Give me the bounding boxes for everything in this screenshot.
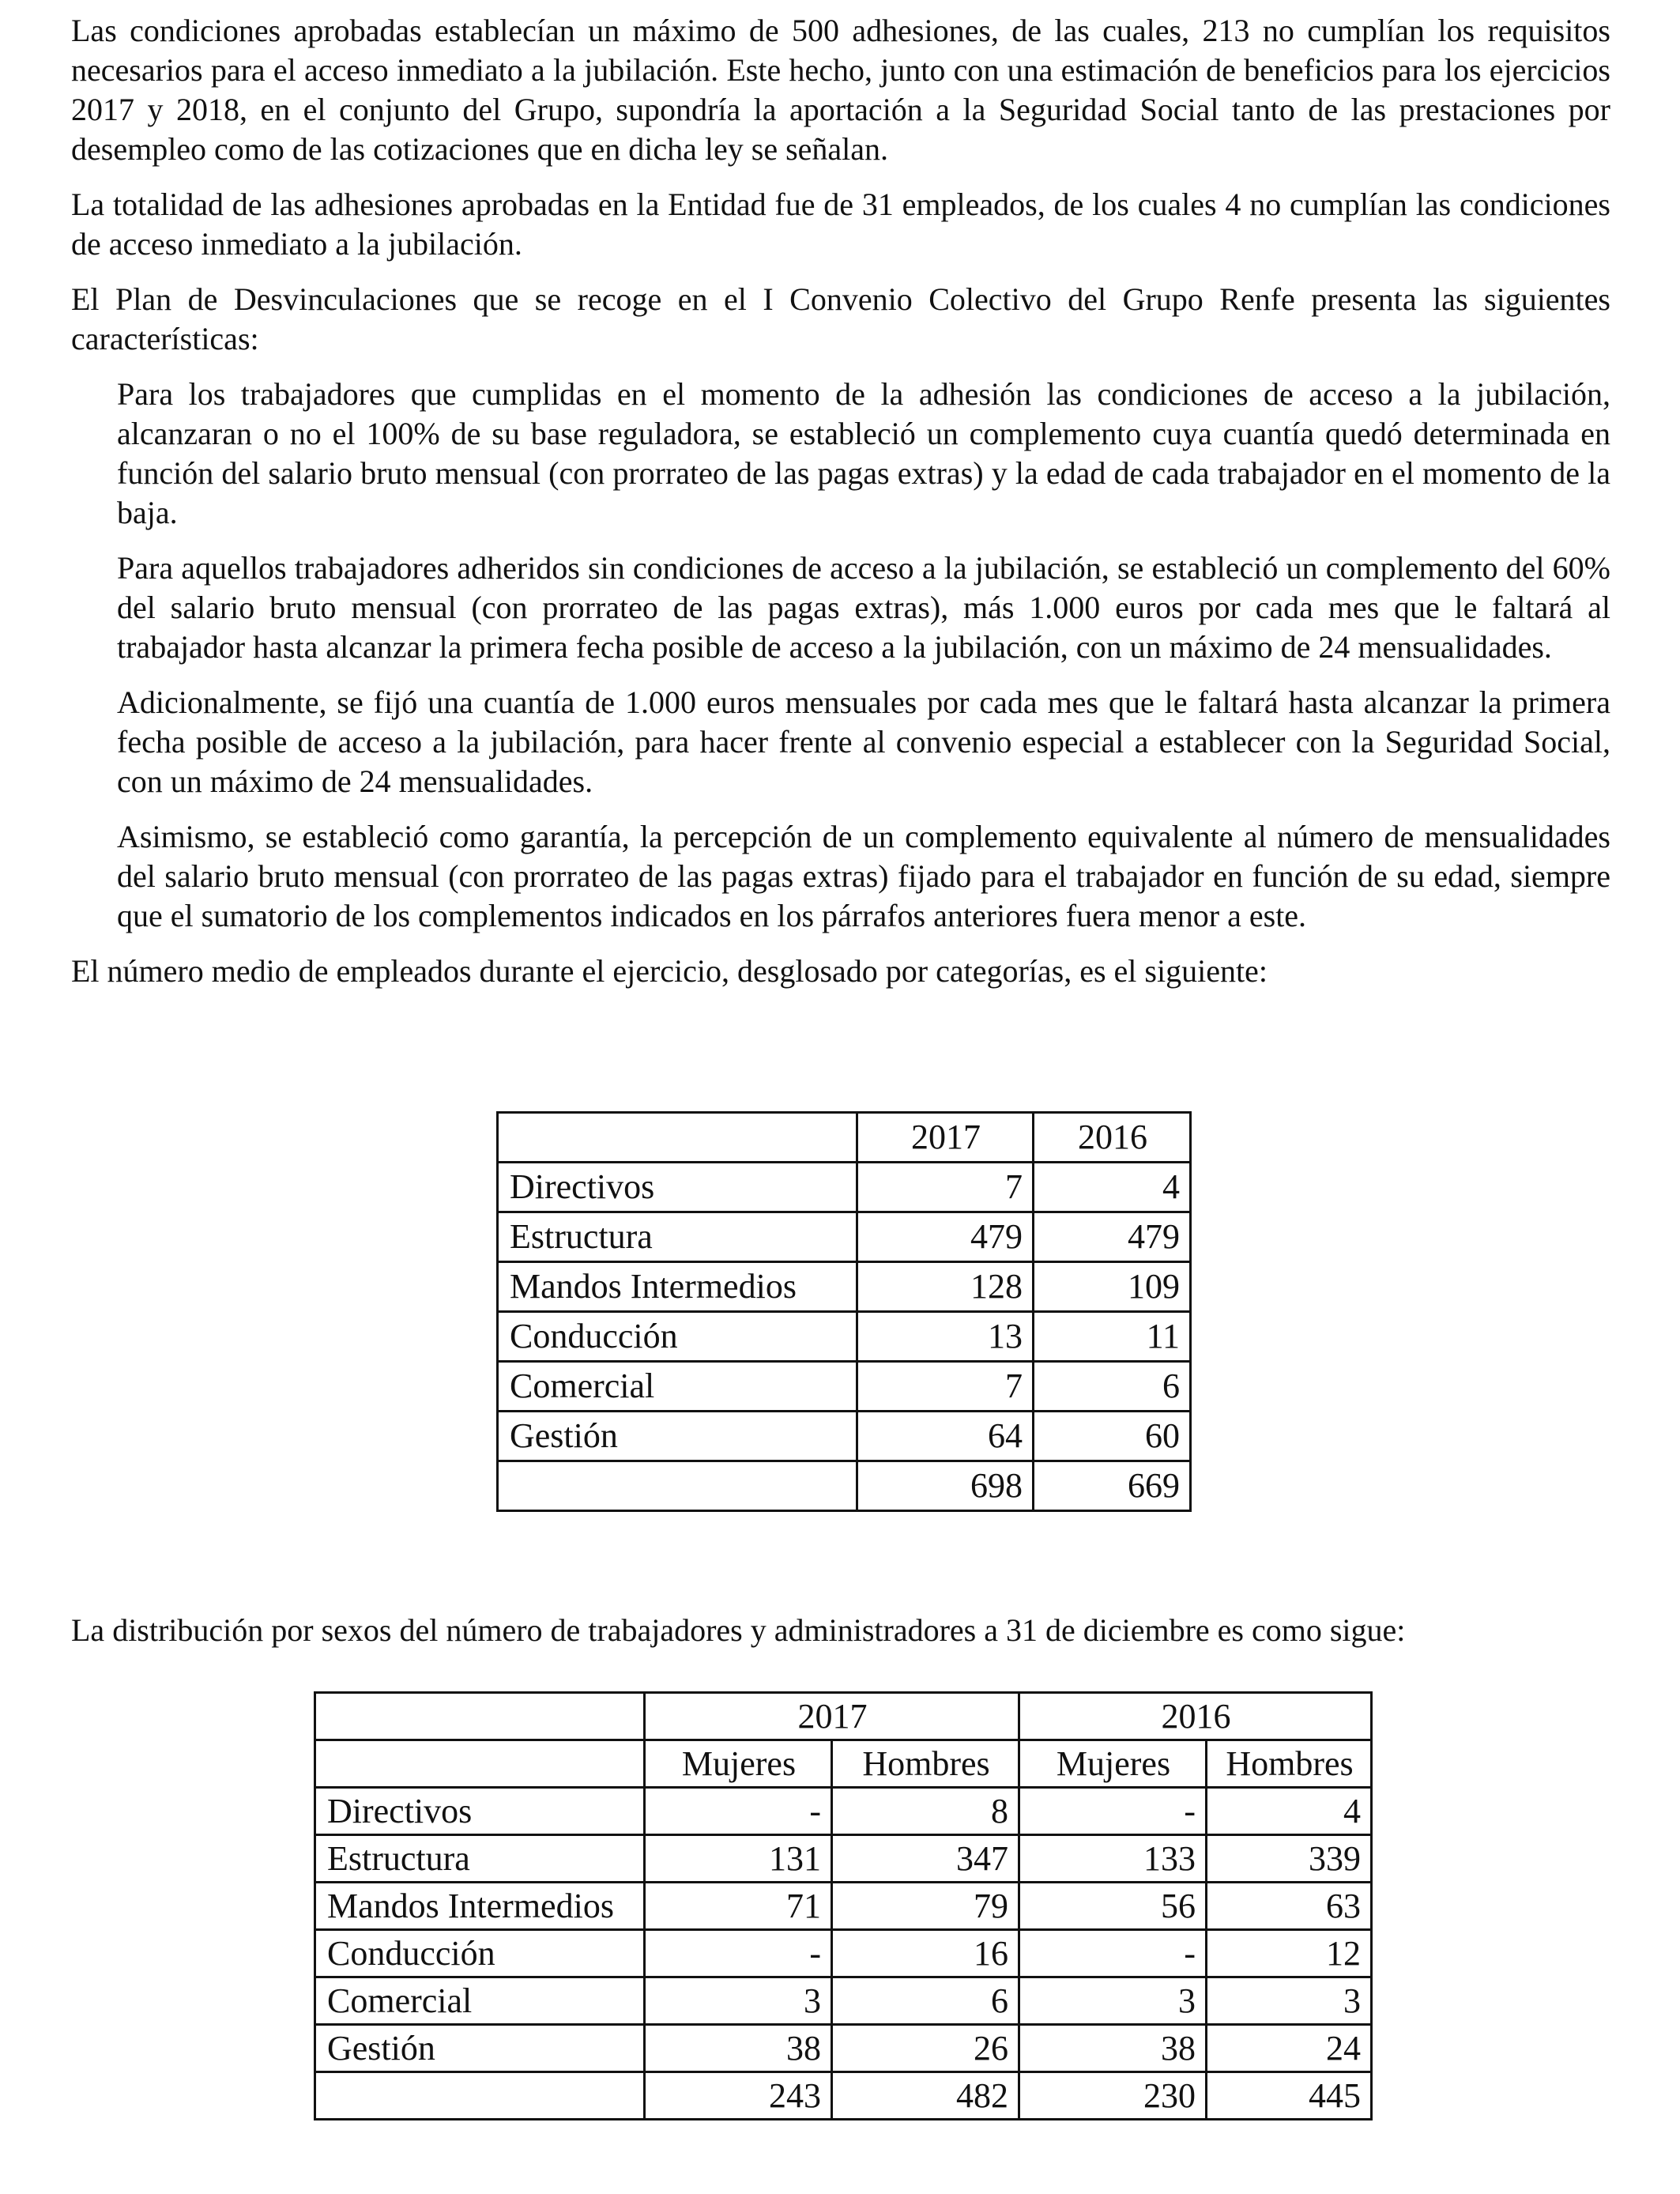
value-cell: 60 bbox=[1034, 1412, 1191, 1461]
year-header: 2016 bbox=[1019, 1693, 1372, 1740]
value-cell: 3 bbox=[1207, 1977, 1372, 2025]
value-cell: 64 bbox=[857, 1412, 1034, 1461]
category-cell: Comercial bbox=[498, 1362, 857, 1412]
value-cell: 479 bbox=[1034, 1212, 1191, 1262]
table-total-row bbox=[315, 2072, 1372, 2120]
value-cell: 13 bbox=[857, 1312, 1034, 1362]
table-row bbox=[315, 1883, 1372, 1930]
table-row bbox=[498, 1163, 1191, 1212]
category-cell: Directivos bbox=[498, 1163, 857, 1212]
paragraph-indented: Para los trabajadores que cumplidas en el momento de la adhesión las condiciones de acceso a la jubilación, alcanzaran o no el 100% de su base reguladora, se estableció un complemento cuya cuantía quedó determinada en función del salario bruto mensual (con prorrateo de las pagas extras) y la edad de cada trabajador en el momento de la baja. bbox=[117, 376, 1610, 530]
total-cell: 698 bbox=[857, 1461, 1034, 1511]
table-row bbox=[315, 1788, 1372, 1835]
gender-header: Mujeres bbox=[645, 1740, 832, 1788]
value-cell: 11 bbox=[1034, 1312, 1191, 1362]
table-row bbox=[315, 1930, 1372, 1977]
table-row bbox=[498, 1212, 1191, 1262]
value-cell: 3 bbox=[1019, 1977, 1207, 2025]
value-cell: 128 bbox=[857, 1262, 1034, 1312]
table-row bbox=[498, 1312, 1191, 1362]
table-cell-empty bbox=[498, 1461, 857, 1511]
value-cell: 12 bbox=[1207, 1930, 1372, 1977]
value-cell: 3 bbox=[645, 1977, 832, 2025]
gender-distribution-table bbox=[314, 1691, 1373, 2120]
value-cell: 133 bbox=[1019, 1835, 1207, 1883]
category-cell: Estructura bbox=[315, 1835, 645, 1883]
value-cell: 8 bbox=[832, 1788, 1019, 1835]
category-cell: Mandos Intermedios bbox=[315, 1883, 645, 1930]
value-cell: 7 bbox=[857, 1163, 1034, 1212]
table-cell-empty bbox=[315, 2072, 645, 2120]
year-header: 2017 bbox=[645, 1693, 1019, 1740]
value-cell: 26 bbox=[832, 2025, 1019, 2072]
value-cell: 79 bbox=[832, 1883, 1019, 1930]
total-cell: 230 bbox=[1019, 2072, 1207, 2120]
value-cell: 347 bbox=[832, 1835, 1019, 1883]
value-cell: 109 bbox=[1034, 1262, 1191, 1312]
paragraph: La totalidad de las adhesiones aprobadas en la Entidad fue de 31 empleados, de los cuales 4 no cumplían las condiciones de acceso inmediato a la jubilación. bbox=[71, 187, 1610, 262]
value-cell: 38 bbox=[1019, 2025, 1207, 2072]
value-cell: - bbox=[1019, 1788, 1207, 1835]
value-cell: 56 bbox=[1019, 1883, 1207, 1930]
value-cell: 339 bbox=[1207, 1835, 1372, 1883]
value-cell: 71 bbox=[645, 1883, 832, 1930]
value-cell: 6 bbox=[1034, 1362, 1191, 1412]
total-cell: 482 bbox=[832, 2072, 1019, 2120]
paragraph-indented: Asimismo, se estableció como garantía, la percepción de un complemento equivalente al número de mensualidades del salario bruto mensual (con prorrateo de las pagas extras) fijado para el trabajador en función de su edad, siempre que el sumatorio de los complementos indicados en los párrafos anteriores fuera menor a este. bbox=[117, 819, 1610, 933]
document-body bbox=[71, 11, 1610, 991]
value-cell: 24 bbox=[1207, 2025, 1372, 2072]
value-cell: 4 bbox=[1034, 1163, 1191, 1212]
table-row bbox=[315, 1835, 1372, 1883]
total-cell: 243 bbox=[645, 2072, 832, 2120]
year-header: 2016 bbox=[1034, 1113, 1191, 1163]
table-header-row bbox=[498, 1113, 1191, 1163]
value-cell: - bbox=[645, 1930, 832, 1977]
value-cell: 6 bbox=[832, 1977, 1019, 2025]
category-cell: Mandos Intermedios bbox=[498, 1262, 857, 1312]
value-cell: 131 bbox=[645, 1835, 832, 1883]
table-row bbox=[315, 1977, 1372, 2025]
table-header-row bbox=[315, 1693, 1372, 1740]
value-cell: 4 bbox=[1207, 1788, 1372, 1835]
value-cell: 63 bbox=[1207, 1883, 1372, 1930]
category-cell: Conducción bbox=[315, 1930, 645, 1977]
table-cell-empty bbox=[315, 1740, 645, 1788]
paragraph-indented: Adicionalmente, se fijó una cuantía de 1.000 euros mensuales por cada mes que le faltará hasta alcanzar la primera fecha posible de acceso a la jubilación, para hacer frente al convenio especial a establecer con la Seguridad Social, con un máximo de 24 mensualidades. bbox=[117, 684, 1610, 799]
paragraph: Las condiciones aprobadas establecían un máximo de 500 adhesiones, de las cuales, 213 no cumplían los requisitos necesarios para el acceso inmediato a la jubilación. Este hecho, junto con una estimación de beneficios para los ejercicios 2017 y 2018, en el conjunto del Grupo, supondría la aportación a la Seguridad Social tanto de las prestaciones por desempleo como de las cotizaciones que en dicha ley se señalan. bbox=[71, 13, 1610, 167]
table-cell-empty bbox=[498, 1113, 857, 1163]
value-cell: 7 bbox=[857, 1362, 1034, 1412]
paragraph: El Plan de Desvinculaciones que se recoge en el I Convenio Colectivo del Grupo Renfe presenta las siguientes características: bbox=[71, 281, 1610, 356]
year-header: 2017 bbox=[857, 1113, 1034, 1163]
category-cell: Gestión bbox=[315, 2025, 645, 2072]
value-cell: 38 bbox=[645, 2025, 832, 2072]
table-row bbox=[315, 2025, 1372, 2072]
total-cell: 445 bbox=[1207, 2072, 1372, 2120]
table-subheader-row bbox=[315, 1740, 1372, 1788]
gender-header: Hombres bbox=[1207, 1740, 1372, 1788]
table-row bbox=[498, 1362, 1191, 1412]
paragraph-table-intro: El número medio de empleados durante el ejercicio, desglosado por categorías, es el siguiente: bbox=[71, 953, 1268, 989]
total-cell: 669 bbox=[1034, 1461, 1191, 1511]
average-employees-table bbox=[496, 1111, 1192, 1512]
category-cell: Directivos bbox=[315, 1788, 645, 1835]
gender-header: Mujeres bbox=[1019, 1740, 1207, 1788]
category-cell: Comercial bbox=[315, 1977, 645, 2025]
category-cell: Gestión bbox=[498, 1412, 857, 1461]
table-total-row bbox=[498, 1461, 1191, 1511]
paragraph-indented: Para aquellos trabajadores adheridos sin condiciones de acceso a la jubilación, se estableció un complemento del 60% del salario bruto mensual (con prorrateo de las pagas extras), más 1.000 euros por cada mes que le faltará al trabajador hasta alcanzar la primera fecha posible de acceso a la jubilación, con un máximo de 24 mensualidades. bbox=[117, 550, 1610, 665]
value-cell: 16 bbox=[832, 1930, 1019, 1977]
table-row bbox=[498, 1412, 1191, 1461]
category-cell: Estructura bbox=[498, 1212, 857, 1262]
value-cell: - bbox=[645, 1788, 832, 1835]
table-cell-empty bbox=[315, 1693, 645, 1740]
value-cell: 479 bbox=[857, 1212, 1034, 1262]
value-cell: - bbox=[1019, 1930, 1207, 1977]
table-row bbox=[498, 1262, 1191, 1312]
category-cell: Conducción bbox=[498, 1312, 857, 1362]
paragraph-table-intro: La distribución por sexos del número de trabajadores y administradores a 31 de diciembre es como sigue: bbox=[71, 1612, 1406, 1648]
gender-header: Hombres bbox=[832, 1740, 1019, 1788]
